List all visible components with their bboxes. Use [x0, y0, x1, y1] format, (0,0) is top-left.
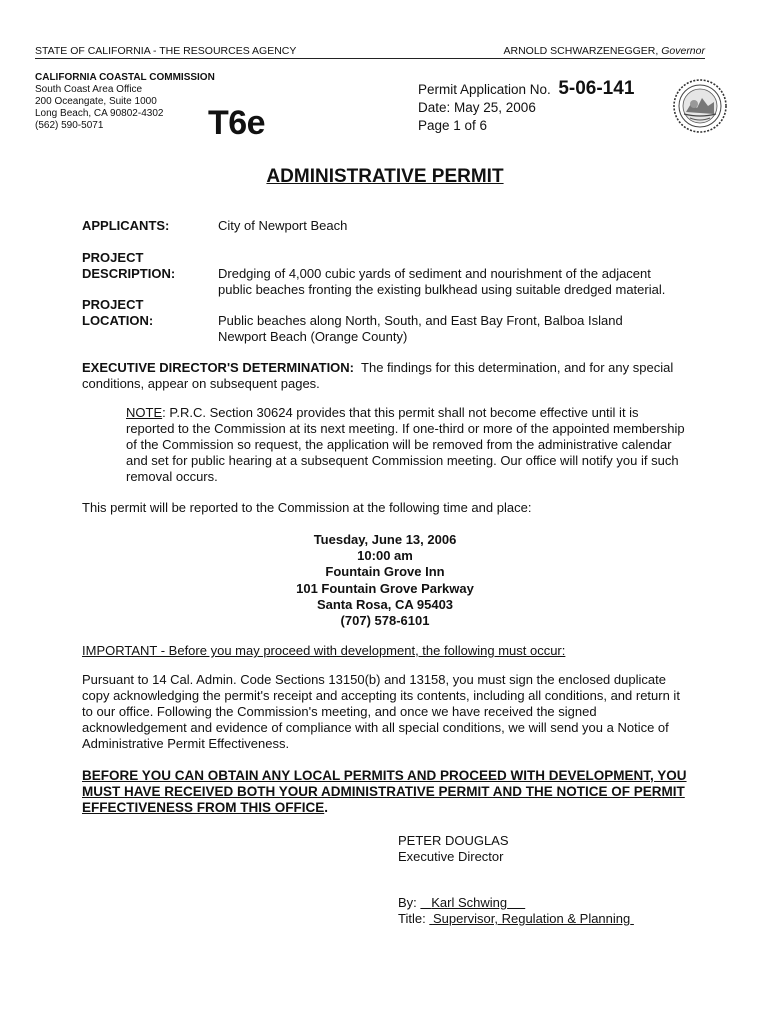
meeting-time: 10:00 am: [357, 548, 413, 564]
project-location-value: [218, 313, 688, 345]
signatory-name: PETER DOUGLAS: [398, 833, 509, 848]
project-location-label: [82, 297, 153, 329]
meeting-date: Tuesday, June 13, 2006: [313, 532, 457, 547]
by-value-text: Karl Schwing: [431, 895, 508, 910]
title-row: [398, 911, 634, 927]
location-label-line1: PROJECT: [82, 297, 144, 312]
meeting-street: 101 Fountain Grove Parkway: [296, 580, 474, 596]
executive-determination: [82, 360, 692, 392]
meeting-details: [0, 532, 770, 629]
by-value: [420, 895, 525, 910]
applicants-value: City of Newport Beach: [218, 218, 348, 233]
warning-text: BEFORE YOU CAN OBTAIN ANY LOCAL PERMITS AND PROCEED WITH DEVELOPMENT, YOU MUST HAVE RECEIVED BOTH YOUR ADMINISTRATIVE PERMIT AND THE NOTICE OF PERMIT EFFECTIVENESS FROM THIS OFFICE: [82, 768, 687, 815]
commission-name: CALIFORNIA COASTAL COMMISSION: [35, 72, 215, 83]
important-heading: IMPORTANT - Before you may proceed with development, the following must occur:: [82, 643, 566, 658]
office-street: 200 Oceangate, Suite 1000: [35, 96, 157, 107]
permit-info: [418, 80, 634, 135]
signature-block: [398, 895, 634, 927]
permit-page: Page 1 of 6: [418, 118, 488, 133]
pursuant-paragraph: Pursuant to 14 Cal. Admin. Code Sections 13150(b) and 13158, you must sign the enclosed duplicate copy acknowledging the permit's receipt and accepting its contents, including all conditions, and return it to our office. Following the Commission's meeting, and once we have received the signed acknowledgement and evidence of compliance with all special conditions, we will send you a Notice of Administrative Permit Effectiveness.: [82, 672, 680, 751]
location-line2: Newport Beach (Orange County): [218, 329, 408, 344]
location-label-line2: LOCATION:: [82, 313, 154, 328]
applicants-label: APPLICANTS:: [82, 218, 170, 233]
note-label: NOTE: [126, 405, 163, 420]
note-text: : P.R.C. Section 30624 provides that this permit shall not become effective until it is reported to the Commission at its next meeting. If one-third or more of the appointed membership of the Commission so request, the application will be removed from the administrative calendar and set for public hearing at a subsequent Commission meeting. Our office will notify you if such removal occurs.: [126, 405, 685, 484]
by-row: [398, 895, 634, 911]
office-address: [35, 72, 215, 132]
governor-title: Governor: [661, 45, 705, 57]
description-label-line2: DESCRIPTION:: [82, 266, 176, 281]
document-title: ADMINISTRATIVE PERMIT: [266, 166, 504, 187]
office-area: South Coast Area Office: [35, 84, 143, 95]
permit-number-row: [418, 80, 634, 99]
project-description-label: [82, 250, 175, 282]
description-label-line1: PROJECT: [82, 250, 144, 265]
header-divider: [35, 58, 705, 59]
meeting-city: Santa Rosa, CA 95403: [316, 596, 454, 612]
meeting-venue: Fountain Grove Inn: [325, 564, 445, 580]
title-value-text: Supervisor, Regulation & Planning: [432, 911, 631, 926]
title-label: Title:: [398, 911, 426, 926]
note-paragraph: [126, 405, 686, 485]
state-seal-icon: [672, 78, 728, 134]
warning-statement: [82, 768, 692, 816]
permit-number-label: Permit Application No.: [418, 82, 551, 97]
signatory-title: Executive Director: [398, 849, 504, 864]
permit-date: Date: May 25, 2006: [418, 100, 536, 115]
location-line1: Public beaches along North, South, and East Bay Front, Balboa Island: [218, 313, 623, 328]
office-phone: (562) 590-5071: [35, 120, 104, 131]
governor-header: [504, 45, 706, 57]
permit-number: 5-06-141: [558, 78, 635, 99]
signatory: [398, 833, 509, 865]
agency-header: STATE OF CALIFORNIA - THE RESOURCES AGENCY: [35, 45, 297, 57]
meeting-phone: (707) 578-6101: [340, 613, 430, 629]
determination-text: The findings for this determination, and for any special conditions, appear on subsequent pages.: [82, 360, 674, 391]
agenda-item-number: T6e: [208, 104, 266, 142]
title-value: [429, 911, 634, 926]
warning-period: .: [324, 800, 329, 815]
office-city: Long Beach, CA 90802-4302: [35, 108, 164, 119]
by-label: By:: [398, 895, 417, 910]
project-description-value: Dredging of 4,000 cubic yards of sediment and nourishment of the adjacent public beaches fronting the existing bulkhead using suitable dredged material.: [218, 266, 666, 297]
governor-name: ARNOLD SCHWARZENEGGER,: [503, 45, 662, 57]
report-intro: This permit will be reported to the Commission at the following time and place:: [82, 500, 532, 515]
determination-heading: EXECUTIVE DIRECTOR'S DETERMINATION:: [82, 360, 355, 375]
